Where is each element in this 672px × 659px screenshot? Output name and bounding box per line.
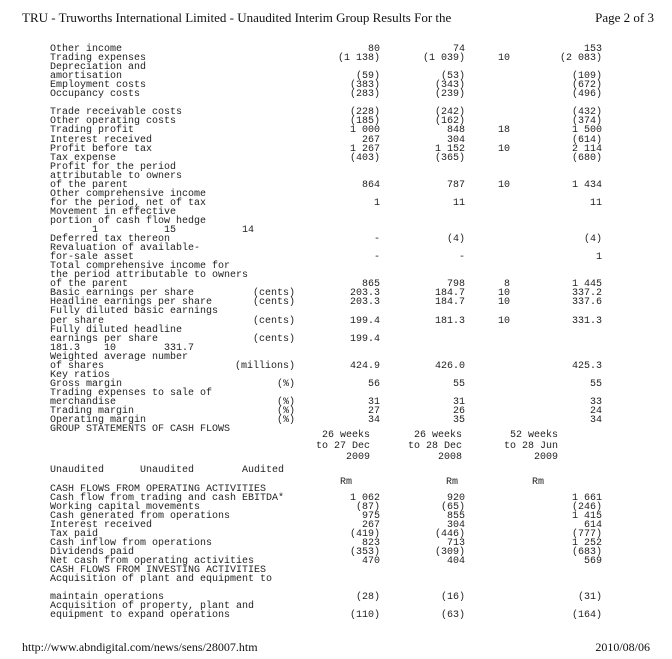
row-label: Trading expenses	[50, 53, 147, 65]
page-number: Page 2 of 3	[595, 10, 654, 25]
row-label: Key ratios	[50, 369, 111, 381]
row-label: attributable to owners	[50, 170, 183, 182]
row-label: Weighted average number	[50, 351, 189, 363]
value-2009-fy: (31)	[577, 592, 602, 603]
row-label: Tax paid	[50, 529, 99, 540]
value-2008-h1: 74	[452, 44, 465, 55]
rm-label: Rm	[446, 477, 459, 488]
row-label: Interest received	[50, 520, 153, 531]
period-header-1	[300, 430, 370, 463]
rm-label: Rm	[532, 477, 545, 488]
value-2009-fy: (4)	[583, 234, 602, 246]
value-change-pct: 18	[497, 125, 510, 137]
value-2009-h1: (28)	[355, 592, 380, 603]
value-2008-h1: 11	[452, 197, 465, 209]
value-2009-fy: (246)	[571, 502, 602, 513]
value-2009-h1: 1	[373, 197, 380, 209]
value-2009-h1: 267	[361, 134, 380, 146]
value-2009-h1: 203.3	[349, 297, 380, 309]
row-label: Profit before tax	[50, 143, 153, 155]
value-2009-h1: (353)	[349, 547, 380, 558]
value-2009-h1: 424.9	[349, 360, 380, 372]
period-header-line: 2009	[345, 452, 370, 463]
value-2009-h1: 199.4	[349, 315, 380, 327]
value-2009-h1: -	[373, 234, 380, 246]
statement-row	[50, 610, 650, 621]
value-2008-h1: (16)	[440, 592, 465, 603]
value-2009-h1: 975	[361, 511, 380, 522]
row-label: Fully diluted headline	[50, 324, 183, 336]
row-label: CASH FLOWS FROM OPERATING ACTIVITIES	[50, 484, 267, 495]
row-label: Other comprehensive income	[50, 188, 207, 200]
row-label: of shares	[50, 360, 105, 372]
value-2009-fy: 614	[583, 520, 602, 531]
page-header-title: TRU - Truworths International Limited - Unaudited Interim Group Results For the	[22, 10, 452, 25]
value-2009-h1: (228)	[349, 107, 380, 119]
row-label: Trading expenses to sale of	[50, 387, 213, 399]
value-2008-h1: (343)	[434, 80, 465, 92]
row-label: maintain operations	[50, 592, 165, 603]
value-2008-h1: (63)	[440, 610, 465, 621]
value-2008-h1: (4)	[446, 234, 465, 246]
period-header-line: to 28 Dec	[407, 441, 462, 452]
row-label: earnings per share	[50, 333, 159, 345]
value-2009-fy: 569	[583, 556, 602, 567]
value-2008-h1: 855	[446, 511, 465, 522]
value-2009-h1: 199.4	[349, 333, 380, 345]
value-2008-h1: 31	[452, 396, 465, 408]
value-change-pct: 10	[497, 179, 510, 191]
value-2009-fy: 1 661	[571, 493, 602, 504]
row-label: Trading profit	[50, 125, 135, 137]
row-label: Trade receivable costs	[50, 107, 183, 119]
value-2009-fy: (432)	[571, 107, 602, 119]
row-label: Other operating costs	[50, 116, 177, 128]
value-2009-h1: 27	[367, 406, 380, 417]
row-label: Basic earnings per share	[50, 288, 195, 300]
value-2009-fy: 337.2	[571, 288, 602, 300]
value-2009-fy: (680)	[571, 152, 602, 164]
value-2008-h1: 26	[452, 406, 465, 417]
value-2008-h1: (1 039)	[422, 53, 465, 65]
value-2008-h1: 184.7	[434, 297, 465, 309]
row-label: amortisation	[50, 71, 123, 83]
value-2009-fy: 55	[589, 378, 602, 390]
value-2009-fy: 425.3	[571, 360, 602, 372]
value-2009-fy: 1 415	[571, 511, 602, 522]
value-2008-h1: 798	[446, 279, 465, 291]
period-header-line: to 27 Dec	[315, 441, 370, 452]
row-unit: (%)	[276, 378, 295, 390]
row-label: Cash generated from operations	[50, 511, 231, 522]
value-2008-h1: 55	[452, 378, 465, 390]
audit-status-line: Unaudited Unaudited Audited	[50, 465, 285, 476]
value-2008-h1: (446)	[434, 529, 465, 540]
row-label: Working capital movements	[50, 502, 201, 513]
value-2008-h1: -	[458, 252, 465, 264]
value-2008-h1: (162)	[434, 116, 465, 128]
period-header-2	[390, 430, 462, 463]
value-change-pct: 8	[503, 279, 510, 291]
value-2009-h1: (283)	[349, 89, 380, 101]
value-2009-h1: (403)	[349, 152, 380, 164]
row-label: Movement in effective	[50, 206, 177, 218]
value-2009-fy: 2 114	[571, 143, 602, 155]
value-change-pct: 10	[497, 288, 510, 300]
value-2009-fy: (2 083)	[559, 53, 602, 65]
value-2008-h1: (239)	[434, 89, 465, 101]
row-label: Fully diluted basic earnings	[50, 306, 219, 318]
row-label: Profit for the period	[50, 161, 177, 173]
row-label: Occupancy costs	[50, 89, 141, 101]
footer-date: 2010/08/06	[595, 640, 650, 654]
value-change-pct: 10	[497, 143, 510, 155]
row-label: Tax expense	[50, 152, 117, 164]
value-2008-h1: 304	[446, 134, 465, 146]
value-2009-fy: (672)	[571, 80, 602, 92]
row-label: Acquisition of property, plant and	[50, 601, 255, 612]
value-2008-h1: 787	[446, 179, 465, 191]
value-2009-h1: 267	[361, 520, 380, 531]
value-2009-h1: (185)	[349, 116, 380, 128]
value-2009-h1: 56	[367, 378, 380, 390]
row-label: the period attributable to owners	[50, 270, 249, 282]
row-label: Headline earnings per share	[50, 297, 213, 309]
value-2009-h1: (1 138)	[337, 53, 380, 65]
value-2008-h1: (53)	[440, 71, 465, 83]
value-2009-fy: 33	[589, 396, 602, 408]
row-unit: (%)	[276, 396, 295, 408]
value-2009-h1: 34	[367, 415, 380, 427]
row-label: Revaluation of available-	[50, 243, 201, 255]
value-change-pct: 10	[497, 297, 510, 309]
value-2009-fy: 11	[589, 197, 602, 209]
value-2008-h1: 404	[446, 556, 465, 567]
value-2009-h1: (59)	[355, 71, 380, 83]
row-unit: (millions)	[234, 360, 295, 372]
value-2008-h1: (309)	[434, 547, 465, 558]
value-2009-fy: (777)	[571, 529, 602, 540]
row-label: Total comprehensive income for	[50, 261, 231, 273]
value-2009-h1: (383)	[349, 80, 380, 92]
row-label: per share	[50, 315, 105, 327]
value-2008-h1: (242)	[434, 107, 465, 119]
value-2009-h1: 470	[361, 556, 380, 567]
row-label: Operating margin	[50, 415, 147, 427]
value-2009-h1: (87)	[355, 502, 380, 513]
value-2009-fy: 1 500	[571, 125, 602, 137]
value-2008-h1: 848	[446, 125, 465, 137]
row-label: Other income	[50, 44, 123, 55]
value-2009-fy: 331.3	[571, 315, 602, 327]
value-2009-h1: 865	[361, 279, 380, 291]
value-2009-fy: 1 434	[571, 179, 602, 191]
value-2009-h1: 823	[361, 538, 380, 549]
row-label: for the period, net of tax	[50, 197, 207, 209]
row-label: Cash inflow from operations	[50, 538, 213, 549]
row-label: GROUP STATEMENTS OF CASH FLOWS	[50, 424, 231, 436]
value-2008-h1: (365)	[434, 152, 465, 164]
row-label: 1 15 14	[50, 225, 255, 236]
row-label: 181.3 10 331.7	[50, 342, 195, 354]
row-label: Gross margin	[50, 378, 123, 390]
value-2009-fy: 153	[583, 44, 602, 55]
value-2009-h1: (110)	[349, 610, 380, 621]
row-label: Acquisition of plant and equipment to	[50, 574, 273, 585]
value-2009-h1: 1 062	[349, 493, 380, 504]
row-label: portion of cash flow hedge	[50, 215, 207, 227]
value-2008-h1: 713	[446, 538, 465, 549]
value-2009-h1: 864	[361, 179, 380, 191]
value-2008-h1: 35	[452, 415, 465, 427]
value-2008-h1: 181.3	[434, 315, 465, 327]
value-2008-h1: (65)	[440, 502, 465, 513]
row-label: of the parent	[50, 279, 129, 291]
period-header-line: 2008	[437, 452, 462, 463]
value-2008-h1: 426.0	[434, 360, 465, 372]
row-unit: (%)	[276, 406, 295, 417]
row-label: merchandise	[50, 396, 117, 408]
row-label: of the parent	[50, 179, 129, 191]
value-2009-h1: 80	[367, 44, 380, 55]
value-change-pct: 10	[497, 53, 510, 65]
rm-label: Rm	[340, 477, 353, 488]
period-header-line: to 28 Jun	[503, 441, 558, 452]
value-2009-fy: (683)	[571, 547, 602, 558]
value-2009-fy: (374)	[571, 116, 602, 128]
row-label: for-sale asset	[50, 252, 135, 264]
value-2009-h1: 31	[367, 396, 380, 408]
value-2009-h1: -	[373, 252, 380, 264]
row-label: Cash flow from trading and cash EBITDA*	[50, 493, 285, 504]
row-label: Interest received	[50, 134, 153, 146]
row-label: Net cash from operating activities	[50, 556, 255, 567]
value-2008-h1: 1 152	[434, 143, 465, 155]
value-2009-fy: 1	[595, 252, 602, 264]
value-2008-h1: 920	[446, 493, 465, 504]
value-2009-h1: 1 267	[349, 143, 380, 155]
row-unit: (cents)	[252, 315, 295, 327]
period-header-line: 52 weeks	[509, 430, 558, 441]
row-label: Employment costs	[50, 80, 147, 92]
value-2008-h1: 304	[446, 520, 465, 531]
value-2009-fy: 34	[589, 415, 602, 427]
value-2009-fy: (496)	[571, 89, 602, 101]
period-header-3	[490, 430, 558, 463]
value-2009-h1: 1 000	[349, 125, 380, 137]
row-unit: (cents)	[252, 333, 295, 345]
footer-url: http://www.abndigital.com/news/sens/28007.htm	[22, 640, 258, 654]
value-2009-fy: (164)	[571, 610, 602, 621]
period-header-line: 2009	[533, 452, 558, 463]
value-change-pct: 10	[497, 315, 510, 327]
period-header-line: 26 weeks	[321, 430, 370, 441]
row-unit: (cents)	[252, 297, 295, 309]
value-2009-fy: 1 445	[571, 279, 602, 291]
row-unit: (%)	[276, 415, 295, 427]
value-2008-h1: 184.7	[434, 288, 465, 300]
value-2009-h1: (419)	[349, 529, 380, 540]
row-label: Depreciation and	[50, 62, 147, 74]
row-label: Dividends paid	[50, 547, 135, 558]
row-label: CASH FLOWS FROM INVESTING ACTIVITIES	[50, 565, 267, 576]
value-2009-fy: 1 252	[571, 538, 602, 549]
row-unit: (cents)	[252, 288, 295, 300]
value-2009-fy: 24	[589, 406, 602, 417]
value-2009-fy: (109)	[571, 71, 602, 83]
value-2009-fy: 337.6	[571, 297, 602, 309]
value-2009-h1: 203.3	[349, 288, 380, 300]
row-label: Deferred tax thereon	[50, 234, 171, 246]
row-label: equipment to expand operations	[50, 610, 231, 621]
row-label: Trading margin	[50, 406, 135, 417]
value-2009-fy: (614)	[571, 134, 602, 146]
period-header-line: 26 weeks	[413, 430, 462, 441]
